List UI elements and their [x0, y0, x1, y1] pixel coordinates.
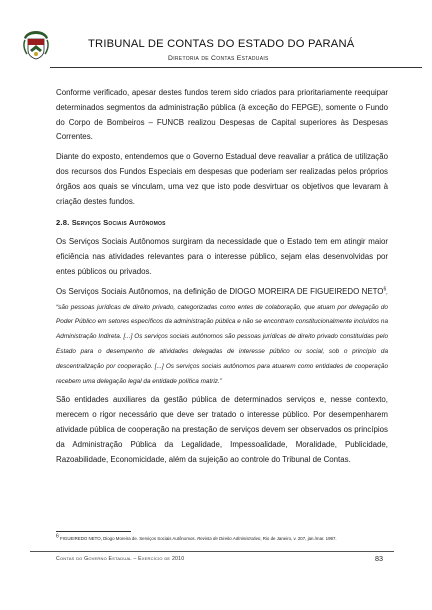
footer-divider: [30, 551, 394, 552]
page-number: 83: [375, 554, 383, 563]
header-divider: [50, 67, 422, 68]
paragraph-4-lead: Os Serviços Sociais Autônomos, na definição de DIOGO MOREIRA DE FIGUEIREDO NETO: [56, 286, 384, 296]
paragraph-1: Conforme verificado, apesar destes fundos terem sido criados para prioritariamente reequipar determinados segmentos da administração pública (à exceção do FEPGE), somente o Fundo do Corpo de Bombeiros – FUNCB realizou Despesas de Capital superiores às Despesas Correntes.: [56, 88, 388, 142]
footnote-journal: Revista de Direito Administrativo: [197, 536, 261, 541]
parana-coat-of-arms-icon: [22, 30, 50, 60]
paragraph-3: Os Serviços Sociais Autônomos surgiram da necessidade que o Estado tem em atingir maior eficiência nas atividades relevantes para o interesse público, sejam elas desenvolvidas por entes públicos ou privados.: [56, 237, 388, 276]
footnote-divider: [56, 531, 131, 532]
document-body: [56, 86, 388, 472]
paragraph-2: Diante do exposto, entendemos que o Governo Estadual deve reavaliar a prática de utilização dos recursos dos Fundos Especiais em despesas que poderiam ser realizadas pelos próprios órgãos aos quais se vinculam, uma vez que isto pode desvirtuar os objetivos que levaram à criação destes fundos.: [56, 152, 388, 206]
page-header: [18, 30, 418, 78]
page-subtitle: Diretoria de Contas Estaduais: [168, 55, 269, 62]
footnote-text-before: FIGUEIREDO NETO, Diogo Moreira de. Serviços Sociais Autônomos.: [58, 536, 198, 541]
paragraph-5: São entidades auxiliares da gestão pública de determinados serviços e, nesse contexto, merecem o rigor necessário que deve ser tratado o interesse público. Por desempenharem atividade pública de cooperação na prestação de serviços devem ser observados os princípios da Administração Pública da Legalidade, Impessoalidade, Moralidade, Publicidade, Razoabilidade, Economicidade, além da sujeição ao controle do Tribunal de Contas.: [56, 395, 388, 464]
page-title: TRIBUNAL DE CONTAS DO ESTADO DO PARANÁ: [88, 38, 355, 50]
footer-label: Contas do Governo Estadual – Exercício de 2010: [56, 556, 185, 562]
paragraph-4: [56, 285, 388, 389]
footnote-reference: 6: [383, 286, 387, 293]
footnote-number: 6: [56, 533, 59, 540]
definition-quote: , “são pessoas jurídicas de direito privado, categorizadas como entes de colaboração, que atuam por delegação do Poder Público em setores específicos da administração pública e não se encontram constitucionalmente incluídos na Administração Indireta. [...] Os serviços sociais autônomos são pessoas jurídicas de direito privado constituídas pelo Estado para o desempenho de atividades delegadas de interesse público ou social, sob o princípio da descentralização por cooperação. [...] Os serviços sociais autônomos para atuarem como entidades de cooperação recebem uma delegação legal da entidade política matriz.”: [56, 288, 388, 385]
footnote-text-after: , Rio de Janeiro, v. 207, jan./mar. 1997.: [260, 536, 337, 541]
footnote: [56, 533, 396, 541]
section-heading: 2.8. Serviços Sociais Autônomos: [56, 218, 166, 228]
